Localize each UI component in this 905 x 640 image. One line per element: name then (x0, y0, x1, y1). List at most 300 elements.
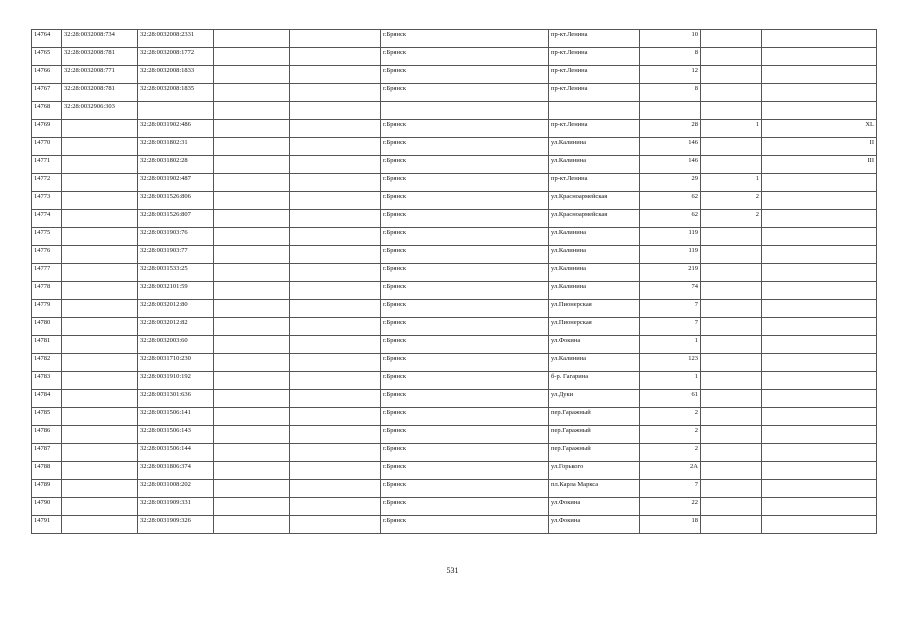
empty-cell (290, 336, 381, 354)
code-cell (762, 354, 877, 372)
code-cell (762, 84, 877, 102)
city-cell: г.Брянск (381, 120, 549, 138)
empty-cell (290, 408, 381, 426)
previous-cadastral-number (62, 498, 138, 516)
row-number: 14769 (32, 120, 62, 138)
cadastral-number: 32:28:0031909:331 (138, 498, 214, 516)
table-row (32, 210, 877, 228)
house-number-cell: 29 (640, 174, 701, 192)
city-cell: г.Брянск (381, 318, 549, 336)
row-number: 14774 (32, 210, 62, 228)
empty-cell (290, 228, 381, 246)
empty-cell (290, 174, 381, 192)
code-cell (762, 264, 877, 282)
quantity-cell (701, 426, 762, 444)
street-cell: пер.Гаражный (549, 408, 640, 426)
previous-cadastral-number (62, 246, 138, 264)
empty-cell (214, 48, 290, 66)
quantity-cell (701, 264, 762, 282)
empty-cell (214, 516, 290, 534)
empty-cell (290, 282, 381, 300)
street-cell: б-р. Гагарина (549, 372, 640, 390)
empty-cell (214, 372, 290, 390)
cadastral-number: 32:28:0031902:487 (138, 174, 214, 192)
house-number-cell: 7 (640, 480, 701, 498)
quantity-cell: 1 (701, 120, 762, 138)
quantity-cell (701, 336, 762, 354)
cadastral-number: 32:28:0031526:807 (138, 210, 214, 228)
table-row (32, 480, 877, 498)
city-cell: г.Брянск (381, 282, 549, 300)
house-number-cell: 2А (640, 462, 701, 480)
empty-cell (214, 138, 290, 156)
table-row (32, 66, 877, 84)
city-cell: г.Брянск (381, 138, 549, 156)
code-cell (762, 516, 877, 534)
cadastral-number: 32:28:0032008:1835 (138, 84, 214, 102)
registry-table-page (31, 29, 876, 534)
city-cell: г.Брянск (381, 408, 549, 426)
house-number-cell: 8 (640, 84, 701, 102)
quantity-cell (701, 138, 762, 156)
table-row (32, 138, 877, 156)
city-cell: г.Брянск (381, 246, 549, 264)
cadastral-number: 32:28:0032008:1772 (138, 48, 214, 66)
empty-cell (214, 444, 290, 462)
quantity-cell (701, 462, 762, 480)
house-number-cell: 22 (640, 498, 701, 516)
empty-cell (214, 354, 290, 372)
empty-cell (214, 462, 290, 480)
row-number: 14776 (32, 246, 62, 264)
quantity-cell (701, 372, 762, 390)
code-cell (762, 66, 877, 84)
previous-cadastral-number (62, 444, 138, 462)
city-cell: г.Брянск (381, 66, 549, 84)
street-cell: ул.Красноармейская (549, 192, 640, 210)
quantity-cell (701, 66, 762, 84)
empty-cell (214, 192, 290, 210)
house-number-cell: 219 (640, 264, 701, 282)
empty-cell (290, 444, 381, 462)
previous-cadastral-number (62, 480, 138, 498)
street-cell: пл.Карла Маркса (549, 480, 640, 498)
code-cell (762, 498, 877, 516)
house-number-cell: 74 (640, 282, 701, 300)
quantity-cell (701, 390, 762, 408)
house-number-cell: 62 (640, 192, 701, 210)
city-cell: г.Брянск (381, 498, 549, 516)
row-number: 14766 (32, 66, 62, 84)
city-cell: г.Брянск (381, 300, 549, 318)
quantity-cell (701, 408, 762, 426)
street-cell: ул.Пионерская (549, 318, 640, 336)
empty-cell (214, 210, 290, 228)
street-cell: пер.Гаражный (549, 444, 640, 462)
previous-cadastral-number (62, 210, 138, 228)
row-number: 14791 (32, 516, 62, 534)
empty-cell (214, 84, 290, 102)
city-cell: г.Брянск (381, 84, 549, 102)
empty-cell (214, 408, 290, 426)
row-number: 14770 (32, 138, 62, 156)
cadastral-number: 32:28:0031806:374 (138, 462, 214, 480)
empty-cell (290, 462, 381, 480)
street-cell: ул.Калинина (549, 156, 640, 174)
cadastral-number: 32:28:0031910:192 (138, 372, 214, 390)
street-cell: ул.Калинина (549, 354, 640, 372)
street-cell: ул.Калинина (549, 138, 640, 156)
row-number: 14773 (32, 192, 62, 210)
street-cell: пр-кт.Ленина (549, 66, 640, 84)
cadastral-number: 32:28:0032101:59 (138, 282, 214, 300)
empty-cell (290, 138, 381, 156)
city-cell: г.Брянск (381, 264, 549, 282)
registry-table (31, 29, 877, 534)
previous-cadastral-number (62, 426, 138, 444)
table-row (32, 318, 877, 336)
code-cell (762, 192, 877, 210)
quantity-cell: 2 (701, 210, 762, 228)
empty-cell (214, 336, 290, 354)
street-cell: ул.Фокина (549, 498, 640, 516)
cadastral-number: 32:28:0031506:143 (138, 426, 214, 444)
house-number-cell: 62 (640, 210, 701, 228)
row-number: 14775 (32, 228, 62, 246)
house-number-cell: 7 (640, 300, 701, 318)
empty-cell (214, 282, 290, 300)
empty-cell (214, 156, 290, 174)
empty-cell (290, 498, 381, 516)
street-cell: ул.Горького (549, 462, 640, 480)
table-row (32, 354, 877, 372)
table-row (32, 84, 877, 102)
quantity-cell (701, 498, 762, 516)
empty-cell (214, 102, 290, 120)
street-cell: ул.Красноармейская (549, 210, 640, 228)
house-number-cell: 1 (640, 336, 701, 354)
house-number-cell: 146 (640, 138, 701, 156)
table-row (32, 336, 877, 354)
house-number-cell: 123 (640, 354, 701, 372)
cadastral-number: 32:28:0031902:486 (138, 120, 214, 138)
cadastral-number: 32:28:0032012:80 (138, 300, 214, 318)
code-cell (762, 462, 877, 480)
street-cell: ул.Калинина (549, 264, 640, 282)
city-cell: г.Брянск (381, 192, 549, 210)
table-row (32, 444, 877, 462)
table-row (32, 516, 877, 534)
code-cell (762, 480, 877, 498)
previous-cadastral-number (62, 462, 138, 480)
quantity-cell (701, 516, 762, 534)
empty-cell (214, 246, 290, 264)
row-number: 14779 (32, 300, 62, 318)
house-number-cell (640, 102, 701, 120)
previous-cadastral-number (62, 318, 138, 336)
row-number: 14765 (32, 48, 62, 66)
empty-cell (290, 426, 381, 444)
street-cell: пр-кт.Ленина (549, 120, 640, 138)
street-cell: пр-кт.Ленина (549, 84, 640, 102)
empty-cell (214, 480, 290, 498)
cadastral-number: 32:28:0031903:77 (138, 246, 214, 264)
cadastral-number: 32:28:0031008:202 (138, 480, 214, 498)
empty-cell (290, 30, 381, 48)
quantity-cell (701, 282, 762, 300)
city-cell: г.Брянск (381, 30, 549, 48)
cadastral-number: 32:28:0031533:25 (138, 264, 214, 282)
code-cell (762, 408, 877, 426)
code-cell (762, 102, 877, 120)
cadastral-number: 32:28:0031802:31 (138, 138, 214, 156)
house-number-cell: 119 (640, 228, 701, 246)
previous-cadastral-number (62, 138, 138, 156)
city-cell: г.Брянск (381, 156, 549, 174)
table-row (32, 30, 877, 48)
city-cell: г.Брянск (381, 174, 549, 192)
empty-cell (290, 192, 381, 210)
previous-cadastral-number (62, 372, 138, 390)
street-cell: ул.Фокина (549, 336, 640, 354)
table-row (32, 498, 877, 516)
street-cell: ул.Калинина (549, 228, 640, 246)
cadastral-number: 32:28:0032012:82 (138, 318, 214, 336)
code-cell (762, 174, 877, 192)
street-cell: пр-кт.Ленина (549, 30, 640, 48)
empty-cell (290, 516, 381, 534)
code-cell (762, 228, 877, 246)
row-number: 14767 (32, 84, 62, 102)
empty-cell (214, 498, 290, 516)
quantity-cell (701, 318, 762, 336)
street-cell: ул.Фокина (549, 516, 640, 534)
street-cell: пер.Гаражный (549, 426, 640, 444)
table-body (32, 30, 877, 534)
quantity-cell (701, 156, 762, 174)
row-number: 14782 (32, 354, 62, 372)
row-number: 14789 (32, 480, 62, 498)
row-number: 14780 (32, 318, 62, 336)
cadastral-number: 32:28:0031710:230 (138, 354, 214, 372)
code-cell (762, 336, 877, 354)
quantity-cell (701, 84, 762, 102)
city-cell: г.Брянск (381, 426, 549, 444)
row-number: 14785 (32, 408, 62, 426)
city-cell (381, 102, 549, 120)
previous-cadastral-number (62, 300, 138, 318)
empty-cell (290, 66, 381, 84)
house-number-cell: 1 (640, 372, 701, 390)
table-row (32, 282, 877, 300)
quantity-cell (701, 480, 762, 498)
cadastral-number: 32:28:0032003:60 (138, 336, 214, 354)
empty-cell (290, 102, 381, 120)
empty-cell (214, 174, 290, 192)
cadastral-number: 32:28:0031301:636 (138, 390, 214, 408)
previous-cadastral-number: 32:28:0032008:771 (62, 66, 138, 84)
table-row (32, 426, 877, 444)
code-cell (762, 300, 877, 318)
code-cell (762, 444, 877, 462)
house-number-cell: 2 (640, 408, 701, 426)
row-number: 14778 (32, 282, 62, 300)
house-number-cell: 146 (640, 156, 701, 174)
empty-cell (290, 210, 381, 228)
previous-cadastral-number: 32:28:0032008:781 (62, 84, 138, 102)
table-row (32, 462, 877, 480)
city-cell: г.Брянск (381, 372, 549, 390)
code-cell (762, 372, 877, 390)
previous-cadastral-number (62, 264, 138, 282)
previous-cadastral-number (62, 228, 138, 246)
empty-cell (290, 48, 381, 66)
row-number: 14784 (32, 390, 62, 408)
street-cell: ул.Калинина (549, 282, 640, 300)
previous-cadastral-number (62, 192, 138, 210)
house-number-cell: 119 (640, 246, 701, 264)
cadastral-number: 32:28:0032008:2331 (138, 30, 214, 48)
cadastral-number: 32:28:0031802:28 (138, 156, 214, 174)
row-number: 14781 (32, 336, 62, 354)
previous-cadastral-number (62, 336, 138, 354)
cadastral-number: 32:28:0031903:76 (138, 228, 214, 246)
quantity-cell (701, 300, 762, 318)
empty-cell (290, 372, 381, 390)
table-row (32, 48, 877, 66)
row-number: 14783 (32, 372, 62, 390)
quantity-cell (701, 30, 762, 48)
street-cell (549, 102, 640, 120)
empty-cell (290, 120, 381, 138)
code-cell (762, 282, 877, 300)
empty-cell (214, 30, 290, 48)
empty-cell (290, 318, 381, 336)
street-cell: ул.Пионерская (549, 300, 640, 318)
quantity-cell (701, 102, 762, 120)
previous-cadastral-number (62, 408, 138, 426)
quantity-cell (701, 444, 762, 462)
row-number: 14764 (32, 30, 62, 48)
previous-cadastral-number (62, 156, 138, 174)
row-number: 14777 (32, 264, 62, 282)
code-cell (762, 426, 877, 444)
empty-cell (214, 228, 290, 246)
table-row (32, 120, 877, 138)
code-cell: II (762, 138, 877, 156)
previous-cadastral-number (62, 120, 138, 138)
house-number-cell: 18 (640, 516, 701, 534)
table-row (32, 390, 877, 408)
previous-cadastral-number (62, 174, 138, 192)
empty-cell (290, 264, 381, 282)
cadastral-number: 32:28:0032008:1833 (138, 66, 214, 84)
code-cell (762, 48, 877, 66)
table-row (32, 102, 877, 120)
cadastral-number: 32:28:0031909:326 (138, 516, 214, 534)
cadastral-number: 32:28:0031526:806 (138, 192, 214, 210)
quantity-cell: 2 (701, 192, 762, 210)
quantity-cell: 1 (701, 174, 762, 192)
table-row (32, 192, 877, 210)
empty-cell (290, 84, 381, 102)
table-row (32, 174, 877, 192)
previous-cadastral-number: 32:28:0032008:734 (62, 30, 138, 48)
empty-cell (214, 264, 290, 282)
previous-cadastral-number (62, 516, 138, 534)
empty-cell (290, 390, 381, 408)
quantity-cell (701, 228, 762, 246)
empty-cell (290, 156, 381, 174)
city-cell: г.Брянск (381, 354, 549, 372)
row-number: 14771 (32, 156, 62, 174)
row-number: 14768 (32, 102, 62, 120)
empty-cell (290, 354, 381, 372)
house-number-cell: 28 (640, 120, 701, 138)
previous-cadastral-number (62, 390, 138, 408)
house-number-cell: 10 (640, 30, 701, 48)
previous-cadastral-number: 32:28:0032008:781 (62, 48, 138, 66)
empty-cell (214, 120, 290, 138)
row-number: 14786 (32, 426, 62, 444)
street-cell: пр-кт.Ленина (549, 174, 640, 192)
code-cell (762, 318, 877, 336)
city-cell: г.Брянск (381, 228, 549, 246)
table-row (32, 246, 877, 264)
empty-cell (214, 66, 290, 84)
quantity-cell (701, 48, 762, 66)
street-cell: ул.Калинина (549, 246, 640, 264)
empty-cell (290, 300, 381, 318)
previous-cadastral-number: 32:28:0032906:303 (62, 102, 138, 120)
house-number-cell: 61 (640, 390, 701, 408)
empty-cell (290, 480, 381, 498)
house-number-cell: 12 (640, 66, 701, 84)
code-cell: III (762, 156, 877, 174)
page-number: 531 (446, 566, 459, 575)
table-row (32, 372, 877, 390)
previous-cadastral-number (62, 354, 138, 372)
row-number: 14772 (32, 174, 62, 192)
city-cell: г.Брянск (381, 462, 549, 480)
house-number-cell: 2 (640, 444, 701, 462)
code-cell (762, 30, 877, 48)
cadastral-number (138, 102, 214, 120)
city-cell: г.Брянск (381, 390, 549, 408)
city-cell: г.Брянск (381, 336, 549, 354)
code-cell (762, 390, 877, 408)
table-row (32, 156, 877, 174)
city-cell: г.Брянск (381, 48, 549, 66)
quantity-cell (701, 246, 762, 264)
row-number: 14787 (32, 444, 62, 462)
city-cell: г.Брянск (381, 210, 549, 228)
empty-cell (214, 318, 290, 336)
previous-cadastral-number (62, 282, 138, 300)
table-row (32, 300, 877, 318)
house-number-cell: 2 (640, 426, 701, 444)
code-cell (762, 210, 877, 228)
city-cell: г.Брянск (381, 516, 549, 534)
empty-cell (214, 300, 290, 318)
quantity-cell (701, 354, 762, 372)
street-cell: пр-кт.Ленина (549, 48, 640, 66)
city-cell: г.Брянск (381, 444, 549, 462)
table-row (32, 264, 877, 282)
code-cell (762, 246, 877, 264)
cadastral-number: 32:28:0031506:144 (138, 444, 214, 462)
city-cell: г.Брянск (381, 480, 549, 498)
